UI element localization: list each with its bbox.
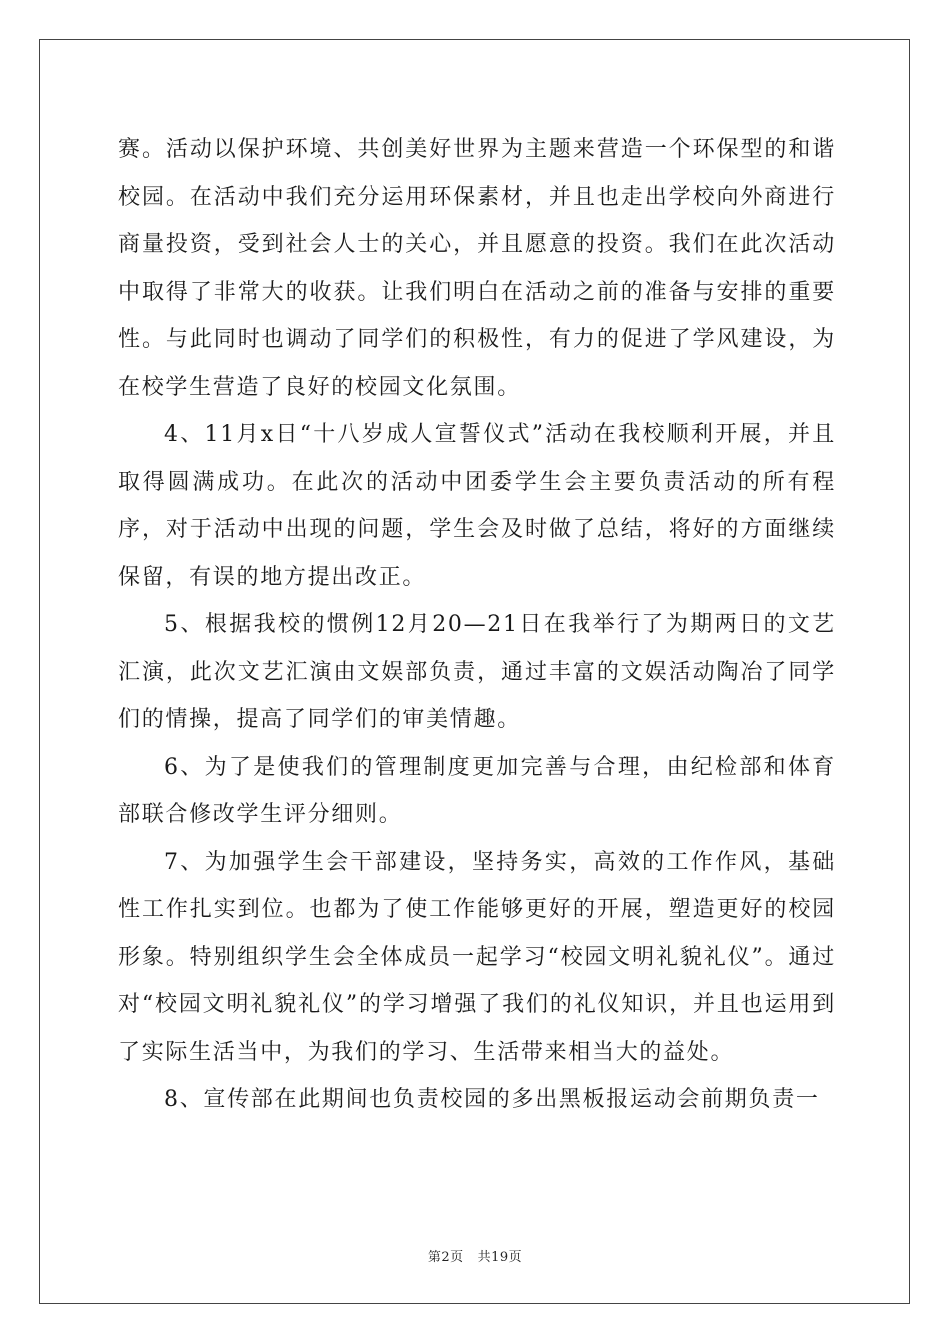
paragraph-6: 8、宣传部在此期间也负责校园的多出黑板报运动会前期负责一 [164,1087,820,1112]
paragraph-5: 7、为加强学生会干部建设，坚持务实，高效的工作作风，基础性工作扎实到位。也都为了使工作能够更好的开展，塑造更好的校园形象。特别组织学生会全体成员一起学习“校园文明礼貌礼仪”。通过对“校园文明礼貌礼仪”的学习增强了我们的礼仪知识，并且也运用到了实际生活当中，为我们的学习、生活带来相当大的益处。 [118,849,836,1065]
paragraph-4: 6、为了是使我们的管理制度更加完善与合理，由纪检部和体育部联合修改学生评分细则。 [118,754,836,827]
paragraph-1: 赛。活动以保护环境、共创美好世界为主题来营造一个环保型的和谐校园。在活动中我们充分运用环保素材，并且也走出学校向外商进行商量投资，受到社会人士的关心，并且愿意的投资。我们在此次活动中取得了非常大的收获。让我们明白在活动之前的准备与安排的重要性。与此同时也调动了同学们的积极性，有力的促进了学风建设，为在校学生营造了良好的校园文化氛围。 [118,137,836,400]
total-pages: 共19页 [477,1250,523,1265]
current-page-number: 第2页 [427,1250,464,1265]
paragraph-2: 4、11月x日“十八岁成人宣誓仪式”活动在我校顺利开展，并且取得圆满成功。在此次的活动中团委学生会主要负责活动的所有程序，对于活动中出现的问题，学生会及时做了总结，将好的方面继续保留，有误的地方提出改正。 [118,422,836,590]
document-body [118,126,836,1124]
page-footer [0,1246,950,1265]
paragraph-3: 5、根据我校的惯例12月20—21日在我举行了为期两日的文艺汇演，此次文艺汇演由文娱部负责，通过丰富的文娱活动陶冶了同学们的情操，提高了同学们的审美情趣。 [118,612,836,732]
